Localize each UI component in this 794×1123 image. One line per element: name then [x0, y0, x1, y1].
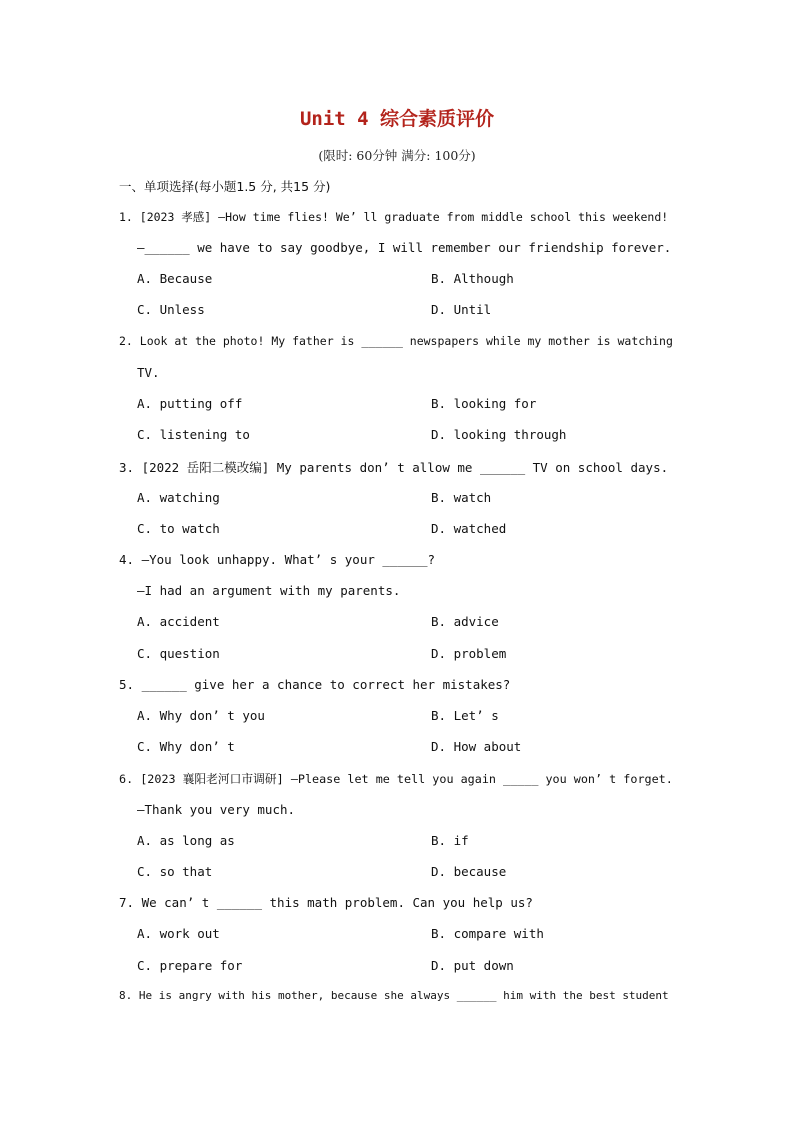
question-6-option-a[interactable]: A. as long as	[137, 833, 235, 848]
question-4-option-b[interactable]: B. advice	[431, 614, 499, 629]
question-2-stem: 2. Look at the photo! My father is ______ newspapers while my mother is watching	[119, 334, 673, 348]
question-3-option-c[interactable]: C. to watch	[137, 521, 220, 536]
question-2-option-a[interactable]: A. putting off	[137, 396, 243, 411]
question-3-option-d[interactable]: D. watched	[431, 521, 507, 536]
question-7-option-a[interactable]: A. work out	[137, 926, 220, 941]
question-1-option-a[interactable]: A. Because	[137, 271, 213, 286]
question-7-option-c[interactable]: C. prepare for	[137, 958, 243, 973]
question-2-line-2: TV.	[137, 365, 160, 380]
question-6-stem: 6. [2023 襄阳老河口市调研] —Please let me tell you again _____ you won’ t forget.	[119, 772, 673, 786]
question-2-option-b[interactable]: B. looking for	[431, 396, 537, 411]
question-6-option-c[interactable]: C. so that	[137, 864, 213, 879]
question-7-stem: 7. We can’ t ______ this math problem. Can you help us?	[119, 895, 533, 910]
question-3-option-a[interactable]: A. watching	[137, 490, 220, 505]
question-4-option-c[interactable]: C. question	[137, 646, 220, 661]
question-5-option-d[interactable]: D. How about	[431, 739, 522, 754]
question-7-option-b[interactable]: B. compare with	[431, 926, 544, 941]
question-6-line-2: —Thank you very much.	[137, 802, 296, 817]
question-2-option-d[interactable]: D. looking through	[431, 427, 567, 442]
page-subtitle: (限时: 60分钟 满分: 100分)	[318, 148, 476, 163]
question-1-line-2: —______ we have to say goodbye, I will remember our friendship forever.	[137, 240, 672, 255]
question-4-stem: 4. —You look unhappy. What’ s your ______?	[119, 552, 436, 567]
question-2-option-c[interactable]: C. listening to	[137, 427, 250, 442]
question-3-stem: 3. [2022 岳阳二模改编] My parents don’ t allow me ______ TV on school days.	[119, 460, 669, 475]
question-4-option-d[interactable]: D. problem	[431, 646, 507, 661]
question-8-stem: 8. He is angry with his mother, because she always ______ him with the best student	[119, 989, 669, 1002]
question-5-option-a[interactable]: A. Why don’ t you	[137, 708, 265, 723]
question-7-option-d[interactable]: D. put down	[431, 958, 514, 973]
question-5-stem: 5. ______ give her a chance to correct her mistakes?	[119, 677, 511, 692]
section-heading: 一、单项选择(每小题1.5 分, 共15 分)	[119, 179, 331, 194]
question-5-option-c[interactable]: C. Why don’ t	[137, 739, 235, 754]
question-1-stem: 1. [2023 孝感] —How time flies! We’ ll graduate from middle school this weekend!	[119, 210, 669, 224]
question-6-option-d[interactable]: D. because	[431, 864, 507, 879]
question-1-option-d[interactable]: D. Until	[431, 302, 492, 317]
page-title: Unit 4 综合素质评价	[299, 108, 495, 130]
question-6-option-b[interactable]: B. if	[431, 833, 469, 848]
question-1-option-c[interactable]: C. Unless	[137, 302, 205, 317]
question-1-option-b[interactable]: B. Although	[431, 271, 514, 286]
question-3-option-b[interactable]: B. watch	[431, 490, 492, 505]
question-5-option-b[interactable]: B. Let’ s	[431, 708, 499, 723]
question-4-option-a[interactable]: A. accident	[137, 614, 220, 629]
question-4-line-2: —I had an argument with my parents.	[137, 583, 401, 598]
